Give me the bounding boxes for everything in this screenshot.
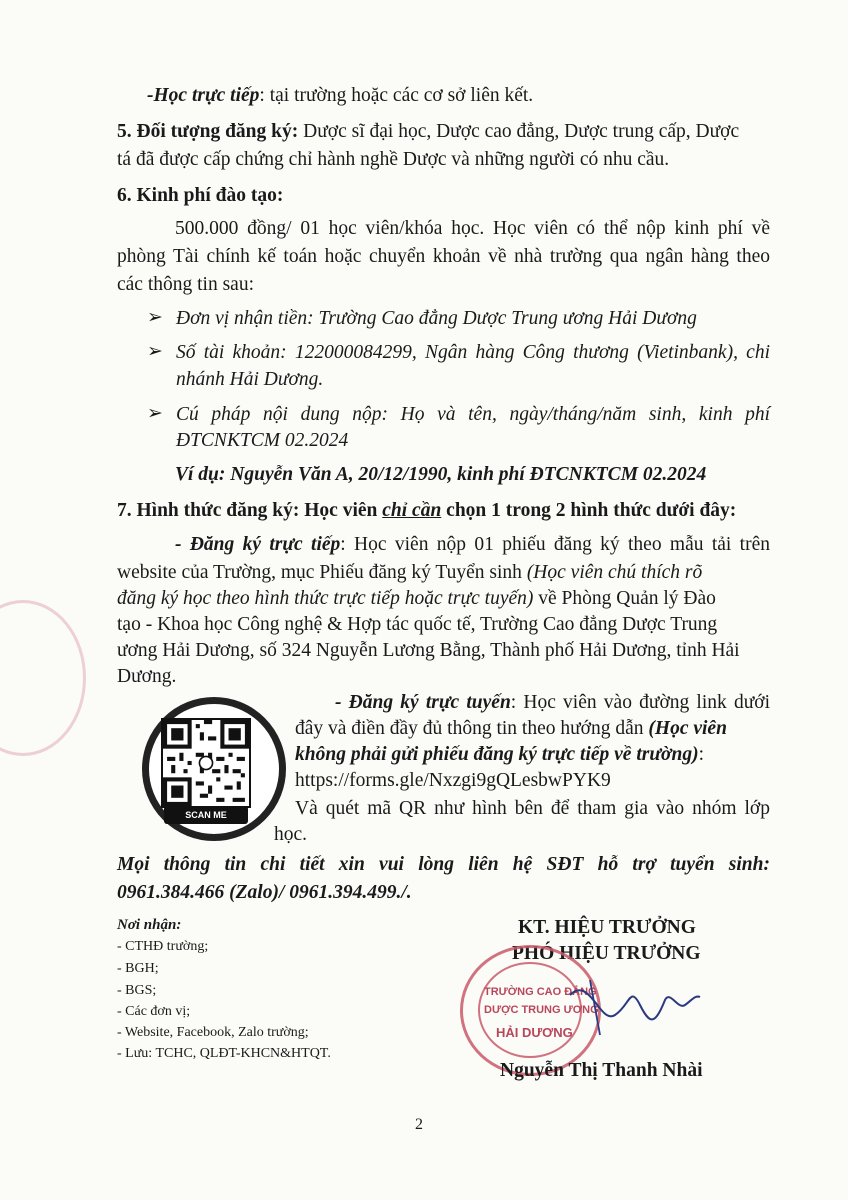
bullet-account-line-2: nhánh Hải Dương. [176, 369, 324, 390]
recipient-item: - CTHĐ trường; [117, 939, 209, 954]
online-reg-line-1 [335, 690, 770, 716]
direct-reg-line-1 [175, 532, 770, 558]
direct-reg-line-6: Dương. [117, 666, 177, 687]
line-hoc-truc-tiep [147, 83, 533, 109]
direct-reg-heading: - Đăng ký trực tiếp [175, 534, 341, 555]
direct-reg-l2b: (Học viên chú thích rõ [526, 562, 703, 583]
text-hoc-truc-tiep: : tại trường hoặc các cơ sở liên kết. [259, 85, 534, 106]
direct-reg-l3a: đăng ký học theo hình thức trực tiếp hoặc trực tuyến) [117, 588, 534, 609]
online-reg-l3b: : [698, 744, 704, 765]
section-5-heading: 5. Đối tượng đăng ký: [117, 121, 299, 142]
section-7-emphasis: chỉ cần [382, 500, 442, 521]
partial-stamp-left-edge [0, 600, 86, 756]
online-reg-l3a: không phải gửi phiếu đăng ký trực tiếp về trường) [295, 744, 699, 765]
direct-reg-line-2 [117, 560, 702, 586]
section-6-para-line-3: các thông tin sau: [117, 274, 255, 295]
section-6-heading: 6. Kinh phí đào tạo [117, 185, 277, 206]
online-reg-text: : Học viên vào đường link dưới [510, 692, 770, 713]
online-reg-line-3 [295, 742, 704, 768]
online-reg-l2a: đây và điền đầy đủ thông tin theo hướng dẫn [295, 718, 649, 739]
signer-name: Nguyễn Thị Thanh Nhài [500, 1060, 703, 1081]
direct-reg-line-5: ương Hải Dương, số 324 Nguyễn Lương Bằng, Thành phố Hải Dương, tỉnh Hải [117, 640, 740, 661]
online-reg-line-2 [295, 716, 727, 742]
registration-form-link[interactable]: https://forms.gle/Nxzgi9gQLesbwPYK9 [295, 770, 611, 791]
signature-title-1: KT. HIỆU TRƯỞNG [518, 917, 696, 938]
direct-reg-text: : Học viên nộp 01 phiếu đăng ký theo mẫu tải trên [340, 534, 770, 555]
section-7-text-b: chọn 1 trong 2 hình thức dưới đây: [441, 500, 737, 521]
bullet-account-line-1: Số tài khoản: 122000084299, Ngân hàng Công thương (Vietinbank), chi [176, 342, 770, 363]
section-7-text-a: 7. Hình thức đăng ký: Học viên [117, 500, 383, 521]
section-6-para-line-1: 500.000 đồng/ 01 học viên/khóa học. Học viên có thể nộp kinh phí về [175, 218, 770, 239]
payment-example: Ví dụ: Nguyễn Văn A, 20/12/1990, kinh phí ĐTCNKTCM 02.2024 [175, 464, 707, 485]
online-reg-line-6: học. [274, 824, 308, 845]
label-hoc-truc-tiep: -Học trực tiếp [147, 85, 260, 106]
recipients-title: Nơi nhận: [117, 917, 182, 933]
section-6-colon: : [276, 185, 284, 206]
seal-text-3: HẢI DƯƠNG [496, 1025, 573, 1040]
qr-pattern-icon [163, 720, 249, 806]
bullet-recipient-unit: Đơn vị nhận tiền: Trường Cao đẳng Dược Trung ương Hải Dương [176, 308, 697, 329]
contact-line-1: Mọi thông tin chi tiết xin vui lòng liên hệ SĐT hỗ trợ tuyển sinh: [117, 854, 770, 875]
contact-line-2: 0961.384.466 (Zalo)/ 0961.394.499./. [117, 882, 412, 903]
direct-reg-line-4: tạo - Khoa học Công nghệ & Hợp tác quốc tế, Trường Cao đẳng Dược Trung [117, 614, 718, 635]
signature-title-2: PHÓ HIỆU TRƯỞNG [512, 943, 701, 964]
seal-text-1: TRƯỜNG CAO ĐẲNG [484, 986, 597, 998]
section-6-para-line-2: phòng Tài chính kế toán hoặc chuyển khoản về nhà trường qua ngân hàng theo [117, 246, 770, 267]
direct-reg-l2a: website của Trường, mục Phiếu đăng ký Tuyển sinh [117, 562, 527, 583]
section-7-heading [117, 498, 736, 524]
section-6-heading-line [117, 183, 283, 209]
recipient-item: - Các đơn vị; [117, 1004, 191, 1019]
recipient-item: - Lưu: TCHC, QLĐT-KHCN&HTQT. [117, 1046, 331, 1061]
handwritten-signature [560, 965, 710, 1045]
bullet-syntax-line-1: Cú pháp nội dung nộp: Họ và tên, ngày/tháng/năm sinh, kinh phí [176, 404, 770, 425]
section-5-line-1 [117, 119, 739, 145]
direct-reg-l3b: về Phòng Quản lý Đào [533, 588, 716, 609]
online-reg-l2b: (Học viên [648, 718, 727, 739]
bullet-syntax-line-2: ĐTCNKTCM 02.2024 [176, 430, 349, 451]
recipient-item: - BGH; [117, 961, 159, 976]
recipient-item: - Website, Facebook, Zalo trường; [117, 1025, 309, 1040]
recipient-item: - BGS; [117, 983, 157, 998]
arrow-bullet-icon: ➢ [147, 403, 163, 424]
section-5-text: Dược sĩ đại học, Dược cao đẳng, Dược trung cấp, Dược [298, 121, 740, 142]
scan-me-label: SCAN ME [164, 806, 248, 824]
online-reg-heading: - Đăng ký trực tuyến [335, 692, 511, 713]
arrow-bullet-icon: ➢ [147, 341, 163, 362]
section-5-line-2: tá đã được cấp chứng chỉ hành nghề Dược và những người có nhu cầu. [117, 149, 670, 170]
direct-reg-line-3 [117, 586, 716, 612]
qr-code-image [161, 718, 251, 808]
arrow-bullet-icon: ➢ [147, 307, 163, 328]
online-reg-line-5: Và quét mã QR như hình bên để tham gia vào nhóm lớp [295, 798, 770, 819]
seal-text-2: DƯỢC TRUNG ƯƠNG [484, 1004, 599, 1016]
page-number: 2 [415, 1116, 423, 1133]
